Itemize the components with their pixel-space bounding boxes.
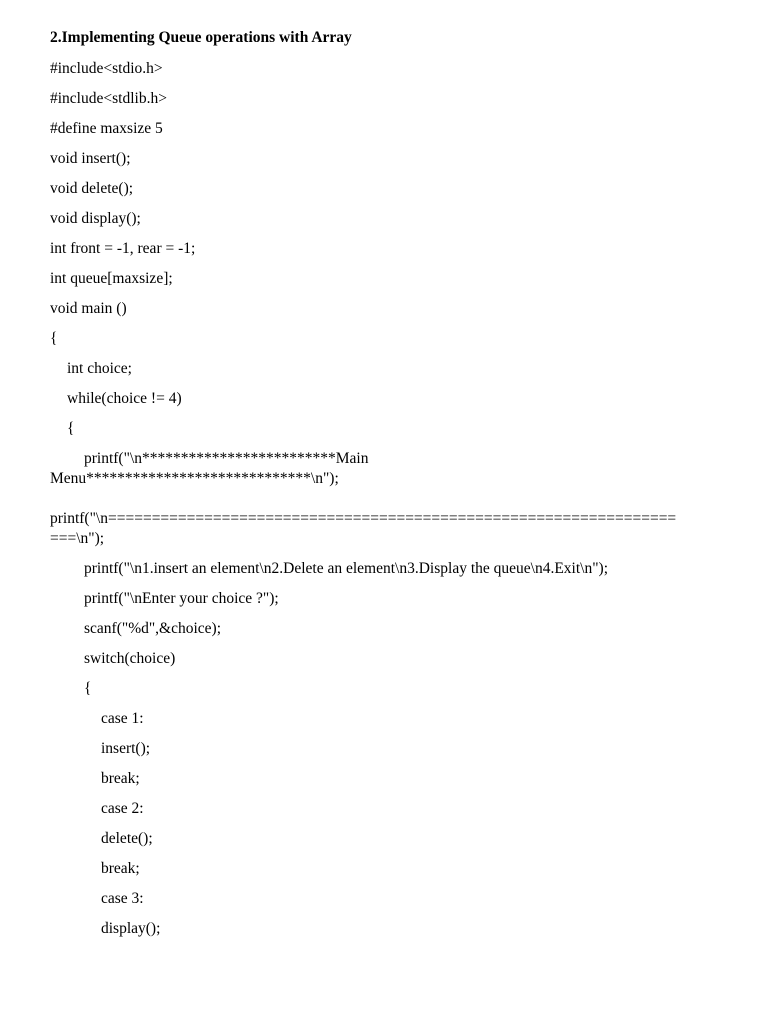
code-line: void main () (50, 300, 127, 317)
code-line: insert(); (101, 740, 151, 757)
code-line: #define maxsize 5 (50, 120, 163, 137)
code-line: switch(choice) (84, 650, 176, 667)
code-line: void delete(); (50, 180, 134, 197)
code-line: int queue[maxsize]; (50, 270, 173, 287)
code-line: int front = -1, rear = -1; (50, 240, 196, 257)
code-listing (50, 59, 715, 949)
code-line: printf("\n1.insert an element\n2.Delete an element\n3.Display the queue\n4.Exit\n"); (84, 560, 609, 577)
code-line: break; (101, 860, 140, 877)
code-line: Menu*****************************\n"); (50, 470, 339, 487)
code-line: case 1: (101, 710, 144, 727)
code-line: scanf("%d",&choice); (84, 620, 222, 637)
code-line: #include<stdio.h> (50, 60, 163, 77)
code-line: display(); (101, 920, 161, 937)
code-line: while(choice != 4) (67, 390, 182, 407)
code-line: { (67, 420, 75, 437)
code-line: break; (101, 770, 140, 787)
code-line: #include<stdlib.h> (50, 90, 167, 107)
code-line: printf("\n*************************Main (84, 450, 369, 467)
document-heading: 2.Implementing Queue operations with Array (50, 29, 352, 46)
code-line: void display(); (50, 210, 141, 227)
code-line: delete(); (101, 830, 153, 847)
code-line: { (84, 680, 92, 697)
code-line: case 2: (101, 800, 144, 817)
code-line: void insert(); (50, 150, 131, 167)
code-line: printf("\nEnter your choice ?"); (84, 590, 279, 607)
code-line: ===\n"); (50, 530, 105, 547)
code-line: int choice; (67, 360, 132, 377)
code-line: case 3: (101, 890, 144, 907)
code-line: { (50, 330, 58, 347)
code-line: printf("\n================================================================= (50, 510, 677, 527)
